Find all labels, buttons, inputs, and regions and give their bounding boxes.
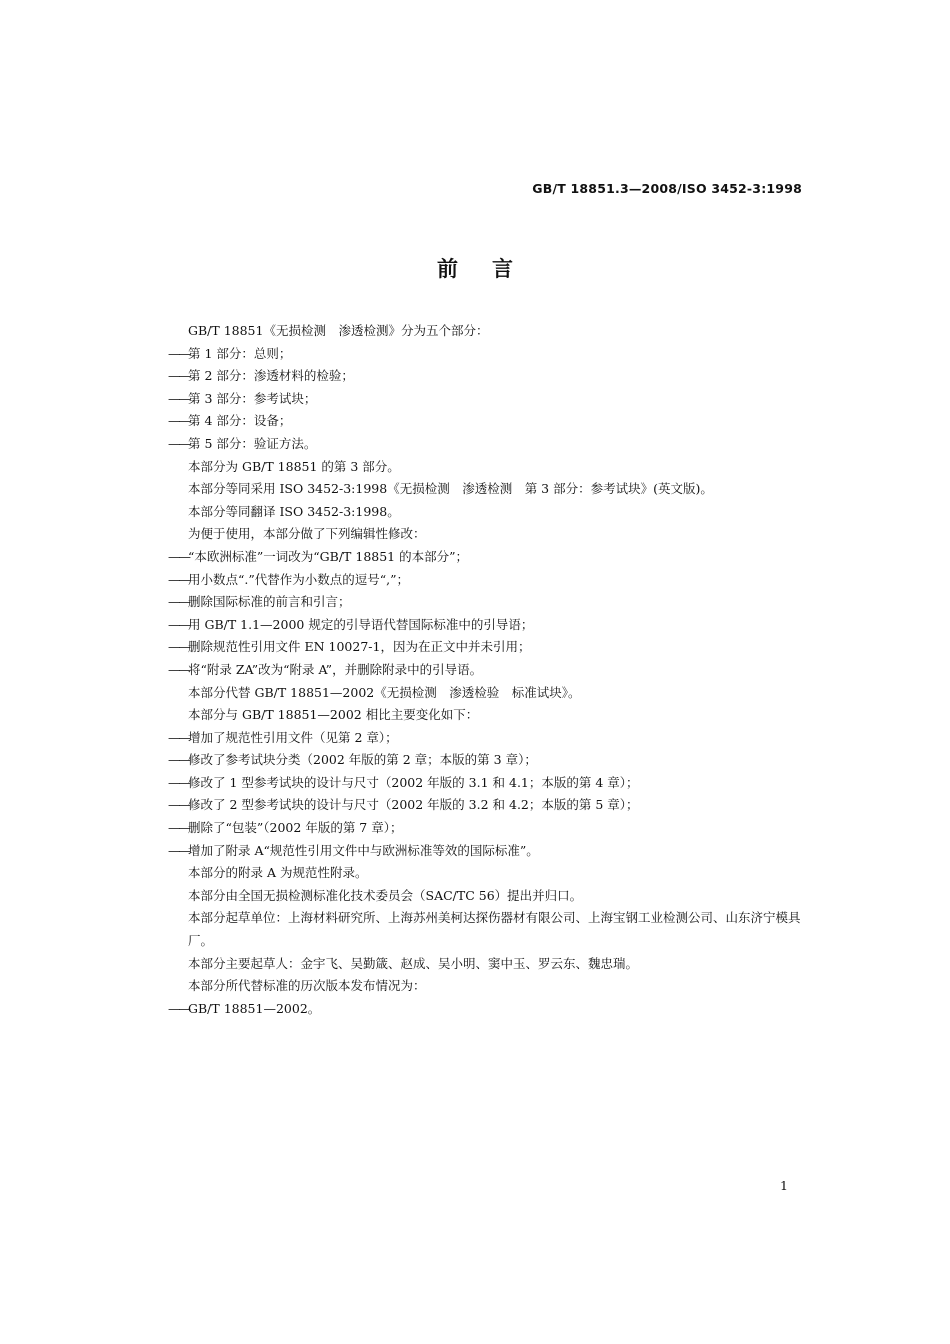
list-item-part-1 (168, 343, 808, 366)
dash-mark: —— (168, 1000, 189, 1016)
dash-mark: —— (168, 594, 189, 610)
list-item-change-2 (168, 749, 808, 772)
paragraph-annex: 本部分的附录 A 为规范性附录。 (188, 865, 368, 881)
list-item-text: GB/T 18851—2002。 (188, 1000, 321, 1016)
list-item-change-1 (168, 727, 808, 750)
dash-mark: —— (168, 752, 189, 768)
list-item-text: 修改了 1 型参考试块的设计与尺寸（2002 年版的 3.1 和 4.1；本版的第 4 章）； (188, 774, 639, 790)
list-item-text: 增加了规范性引用文件（见第 2 章）； (188, 729, 398, 745)
dash-mark: —— (168, 548, 189, 564)
standard-code: GB/T 18851.3—2008/ISO 3452-3:1998 (532, 181, 802, 196)
paragraph-part-scope: 本部分为 GB/T 18851 的第 3 部分。 (188, 458, 400, 474)
dash-mark: —— (168, 571, 189, 587)
paragraph-translation: 本部分等同翻译 ISO 3452-3:1998。 (188, 503, 400, 519)
paragraph-drafting-units: 本部分起草单位：上海材料研究所、上海苏州美柯达探伤器材有限公司、上海宝钢工业检测公司、山东济宁模具厂。 (188, 910, 801, 949)
paragraph-replaces: 本部分代替 GB/T 18851—2002《无损检测 渗透检验 标准试块》。 (188, 684, 581, 700)
dash-mark: —— (168, 842, 189, 858)
dash-mark: —— (168, 797, 189, 813)
list-item-part-3 (168, 388, 808, 411)
list-item-part-4 (168, 410, 808, 433)
list-item-change-5 (168, 817, 808, 840)
list-item-edit-2 (168, 569, 808, 592)
paragraph-drafters: 本部分主要起草人：金宇飞、吴勤箴、赵成、吴小明、窦中玉、罗云东、魏忠瑞。 (188, 955, 639, 971)
list-item-text: 第 2 部分：渗透材料的检验； (188, 368, 354, 384)
list-item-text: 第 5 部分：验证方法。 (188, 435, 317, 451)
list-item-part-5 (168, 433, 808, 456)
list-item-text: 将“附录 ZA”改为“附录 A”，并删除附录中的引导语。 (188, 661, 483, 677)
list-item-edit-4 (168, 614, 808, 637)
list-item-change-4 (168, 794, 808, 817)
list-item-text: 第 3 部分：参考试块； (188, 390, 317, 406)
list-item-text: “本欧洲标准”一词改为“GB/T 18851 的本部分”； (188, 548, 468, 564)
list-item-history-1 (168, 998, 808, 1021)
dash-mark: —— (168, 435, 189, 451)
dash-mark: —— (168, 413, 189, 429)
list-item-text: 删除国际标准的前言和引言； (188, 594, 351, 610)
foreword-body (168, 320, 808, 1020)
list-item-text: 修改了参考试块分类（2002 年版的第 2 章；本版的第 3 章）； (188, 752, 537, 768)
dash-mark: —— (168, 368, 189, 384)
dash-mark: —— (168, 661, 189, 677)
paragraph-changes-intro: 本部分与 GB/T 18851—2002 相比主要变化如下： (188, 707, 479, 723)
dash-mark: —— (168, 639, 189, 655)
list-item-part-2 (168, 365, 808, 388)
dash-mark: —— (168, 390, 189, 406)
list-item-edit-1 (168, 546, 808, 569)
paragraph-history-intro: 本部分所代替标准的历次版本发布情况为： (188, 978, 426, 994)
list-item-text: 增加了附录 A“规范性引用文件中与欧洲标准等效的国际标准”。 (188, 842, 539, 858)
list-item-change-6 (168, 840, 808, 863)
list-item-change-3 (168, 772, 808, 795)
list-item-text: 第 4 部分：设备； (188, 413, 292, 429)
page-title: 前言 (437, 257, 547, 281)
page-number: 1 (780, 1178, 788, 1193)
dash-mark: —— (168, 616, 189, 632)
dash-mark: —— (168, 345, 189, 361)
dash-mark: —— (168, 774, 189, 790)
list-item-edit-5 (168, 636, 808, 659)
paragraph-edits-intro: 为便于使用，本部分做了下列编辑性修改： (188, 526, 426, 542)
dash-mark: —— (168, 820, 189, 836)
list-item-edit-3 (168, 591, 808, 614)
paragraph-adoption: 本部分等同采用 ISO 3452-3:1998《无损检测 渗透检测 第 3 部分：参考试块》(英文版)。 (188, 481, 713, 497)
list-item-text: 第 1 部分：总则； (188, 345, 292, 361)
list-item-text: 修改了 2 型参考试块的设计与尺寸（2002 年版的 3.2 和 4.2；本版的第 5 章）； (188, 797, 639, 813)
dash-mark: —— (168, 729, 189, 745)
list-item-text: 删除了“包装”（2002 年版的第 7 章）； (188, 820, 403, 836)
list-item-edit-6 (168, 659, 808, 682)
list-item-text: 用小数点“.”代替作为小数点的逗号“,”； (188, 571, 410, 587)
list-item-text: 用 GB/T 1.1—2000 规定的引导语代替国际标准中的引导语； (188, 616, 534, 632)
paragraph-proposer: 本部分由全国无损检测标准化技术委员会（SAC/TC 56）提出并归口。 (188, 887, 583, 903)
list-item-text: 删除规范性引用文件 EN 10027-1，因为在正文中并未引用； (188, 639, 531, 655)
paragraph-parts-intro: GB/T 18851《无损检测 渗透检测》分为五个部分： (188, 323, 489, 338)
